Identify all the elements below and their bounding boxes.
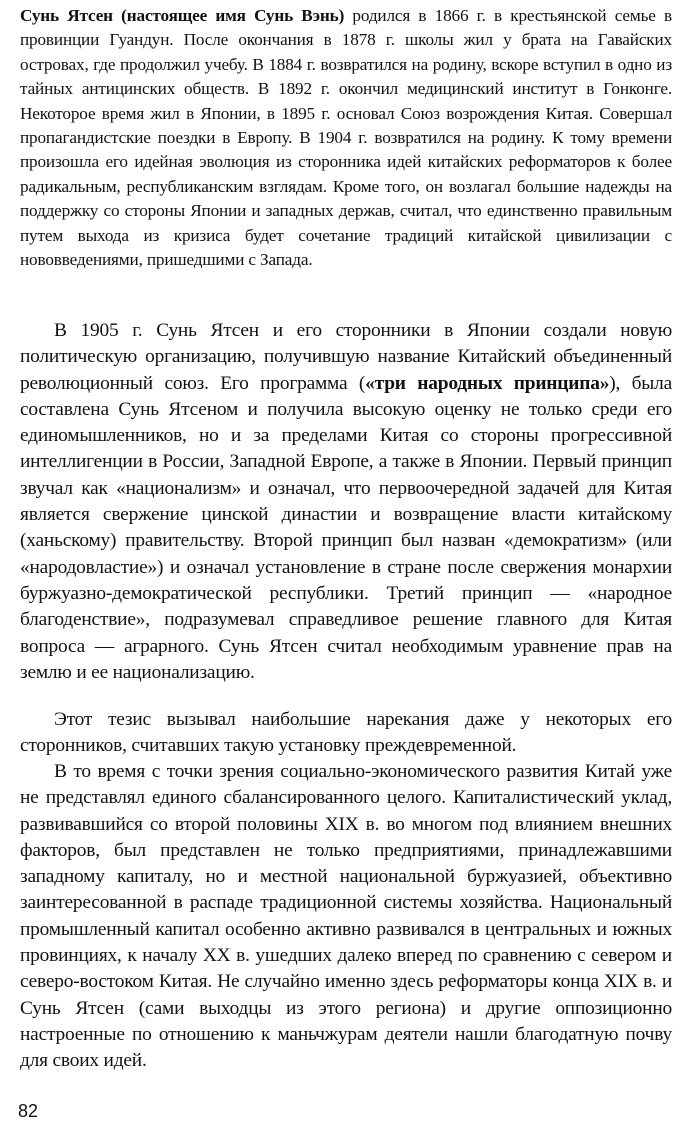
paragraph-1-end: ), была составлена Сунь Ятсеном и получила высокую оценку не только среди его единомышленников, но и за пределами Китая со стороны прогрессивной интеллигенции в России, Западной Европе, а также в Японии. Первый принцип звучал как «национализм» и означал, что первоочередной задачей для Китая является свержение цинской династии и возвращение власти китайскому (ханьскому) правительству. Второй принцип был назван «демократизм» (или «народовластие») и означал установление в стране после свержения монархии буржуазно-демократической республики. Третий принцип — «народное благоденствие», подразумевал справедливое решение главного для Китая вопроса — аграрного. Сунь Ятсен считал необходимым уравнение прав на землю и ее национализацию. xyxy=(20,372,672,683)
page-number: 82 xyxy=(18,1101,39,1121)
three-principles-term: «три народных принципа» xyxy=(365,372,610,394)
paragraph-economic-development: В то время с точки зрения социально-экономического развития Китай уже не представлял единого сбалансированного целого. Капиталистический уклад, развивавшийся со второй половины XIX в. во многом под влиянием внешних факторов, был представлен не только предприятиями, принадлежавшими западному капиталу, но и местной национальной буржуазией, объективно заинтересованной в распаде традиционной системы хозяйства. Национальный промышленный капитал особенно активно развивался в центральных и южных провинциях, к началу XX в. ушедших далеко вперед по сравнению с севером и северо-востоком Китая. Не случайно именно здесь реформаторы конца XIX в. и Сунь Ятсен (сами выходцы из этого региона) и другие оппозиционно настроенные по отношению к маньчжурам деятели нашли благодатную почву для своих идей. xyxy=(20,761,672,1072)
biography-lead: Сунь Ятсен (настоящее имя Сунь Вэнь) xyxy=(20,6,345,25)
paragraph-revolutionary-union xyxy=(20,318,672,686)
biography-note xyxy=(20,4,672,272)
paragraph-thesis-criticism: Этот тезис вызывал наибольшие нарекания даже у некоторых его сторонников, считавших такую установку преждевременной. xyxy=(20,709,672,757)
paragraph-1-start: В 1905 г. Сунь Ятсен и его сторонники в Японии создали новую политическую организацию, получившую название Китайский объединенный революционный союз. Его программа ( xyxy=(20,320,672,394)
biography-text: родился в 1866 г. в крестьянской семье в провинции Гуандун. После окончания в 1878 г. школы жил у брата на Гавайских островах, где продолжил учебу. В 1884 г. возвратился на родину, вскоре вступил в одно из тайных антицинских обществ. В 1892 г. окончил медицинский институт в Гонконге. Некоторое время жил в Японии, в 1895 г. основал Союз возрождения Китая. Совершал пропагандистские поездки в Европу. В 1904 г. возвратился на родину. К тому времени произошла его идейная эволюция из сторонника идей китайских реформаторов к более радикальным, республиканским взглядам. Кроме того, он возлагал большие надежды на поддержку со стороны Японии и западных держав, считал, что единственно правильным путем выхода из кризиса будет сочетание традиций китайской цивилизации с нововведениями, пришедшими с Запада. xyxy=(20,6,673,270)
